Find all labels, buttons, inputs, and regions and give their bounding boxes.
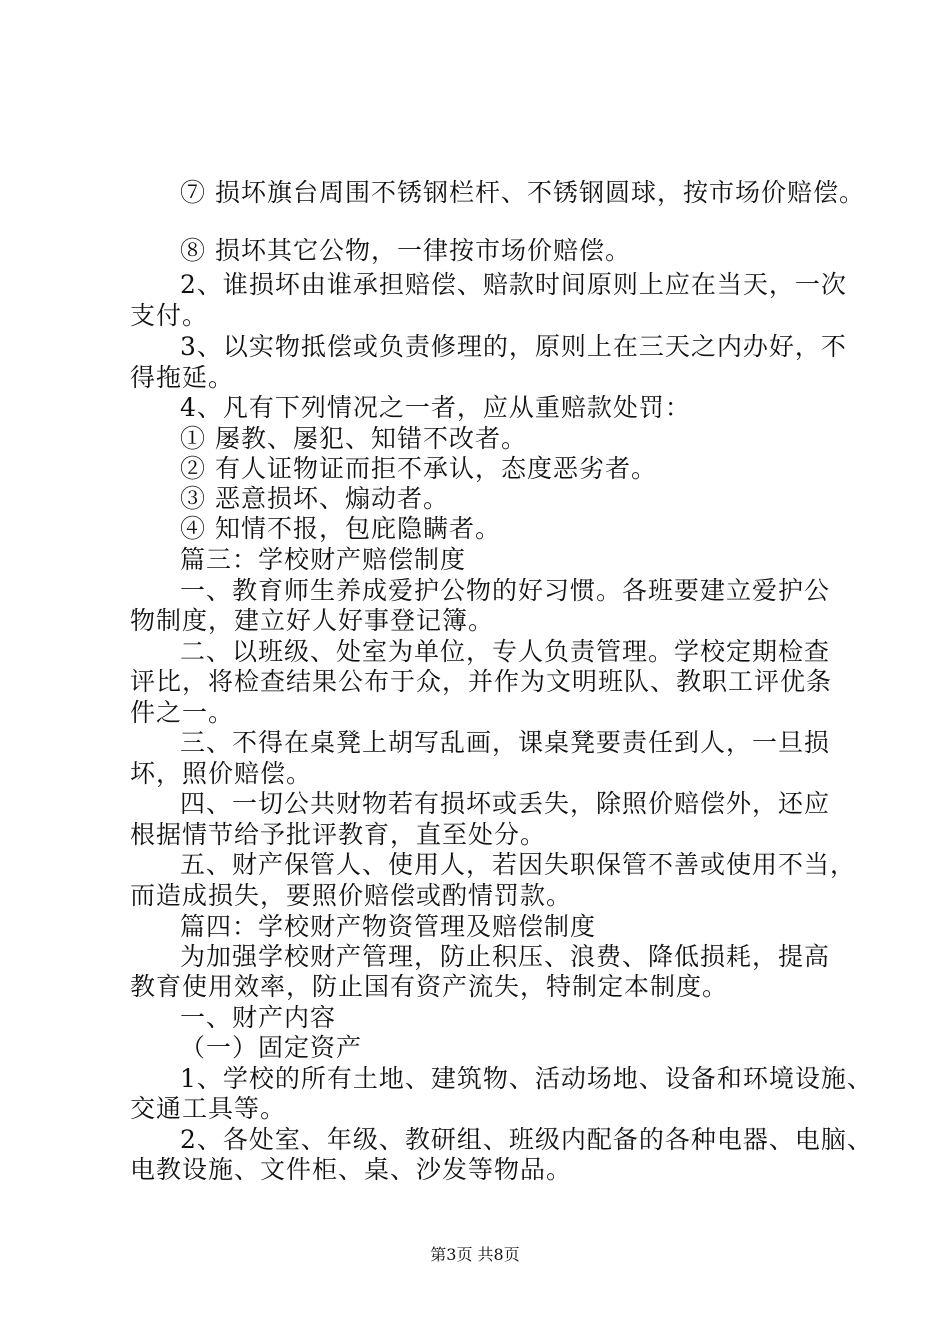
text-line: 3、以实物抵偿或负责修理的，原则上在三天之内办好，不: [180, 332, 847, 361]
text-line: 为加强学校财产管理，防止积压、浪费、降低损耗，提高: [180, 942, 831, 971]
text-line: 4、凡有下列情况之一者，应从重赔款处罚：: [180, 393, 691, 422]
text-line: ④ 知情不报，包庇隐瞒者。: [180, 514, 501, 543]
text-line: 根据情节给予批评教育，直至处分。: [130, 820, 547, 849]
text-line: 教育使用效率，防止国有资产流失，特制定本制度。: [130, 972, 729, 1001]
text-line: ① 屡教、屡犯、知错不改者。: [180, 424, 527, 453]
text-line: （一）固定资产: [180, 1033, 363, 1062]
text-line: ⑦ 损坏旗台周围不锈钢栏杆、不锈钢圆球，按市场价赔偿。: [180, 178, 865, 207]
section-heading: 篇四：学校财产物资管理及赔偿制度: [180, 912, 597, 941]
text-line: 2、各处室、年级、教研组、班级内配备的各种电器、电脑、: [180, 1125, 873, 1154]
text-line: 五、财产保管人、使用人，若因失职保管不善或使用不当，: [180, 850, 857, 879]
text-line: 二、以班级、处室为单位，专人负责管理。学校定期检查: [180, 637, 831, 666]
text-line: 一、教育师生养成爱护公物的好习惯。各班要建立爱护公: [180, 576, 831, 605]
text-line: 评比，将检查结果公布于众，并作为文明班队、教职工评优条: [130, 667, 833, 696]
text-line: ③ 恶意损坏、煽动者。: [180, 484, 449, 513]
text-line: 物制度，建立好人好事登记簿。: [130, 606, 495, 635]
text-line: 坏，照价赔偿。: [130, 759, 313, 788]
text-line: 得拖延。: [130, 363, 235, 392]
text-line: 电教设施、文件柜、桌、沙发等物品。: [130, 1155, 573, 1184]
text-line: 交通工具等。: [130, 1094, 287, 1123]
text-line: 1、学校的所有土地、建筑物、活动场地、设备和环境设施、: [180, 1064, 873, 1093]
text-line: 而造成损失，要照价赔偿或酌情罚款。: [130, 881, 573, 910]
text-line: ⑧ 损坏其它公物，一律按市场价赔偿。: [180, 236, 631, 265]
text-line: 2、谁损坏由谁承担赔偿、赔款时间原则上应在当天，一次: [180, 270, 847, 299]
text-line: 件之一。: [130, 698, 235, 727]
text-line: 一、财产内容: [180, 1003, 337, 1032]
text-line: 支付。: [130, 301, 209, 330]
text-line: ② 有人证物证而拒不承认，态度恶劣者。: [180, 454, 657, 483]
text-line: 三、不得在桌凳上胡写乱画，课桌凳要责任到人，一旦损: [180, 728, 831, 757]
text-line: 四、一切公共财物若有损坏或丢失，除照价赔偿外，还应: [180, 789, 831, 818]
page-footer: 第3页 共8页: [430, 1245, 520, 1264]
section-heading: 篇三：学校财产赔偿制度: [180, 545, 467, 574]
